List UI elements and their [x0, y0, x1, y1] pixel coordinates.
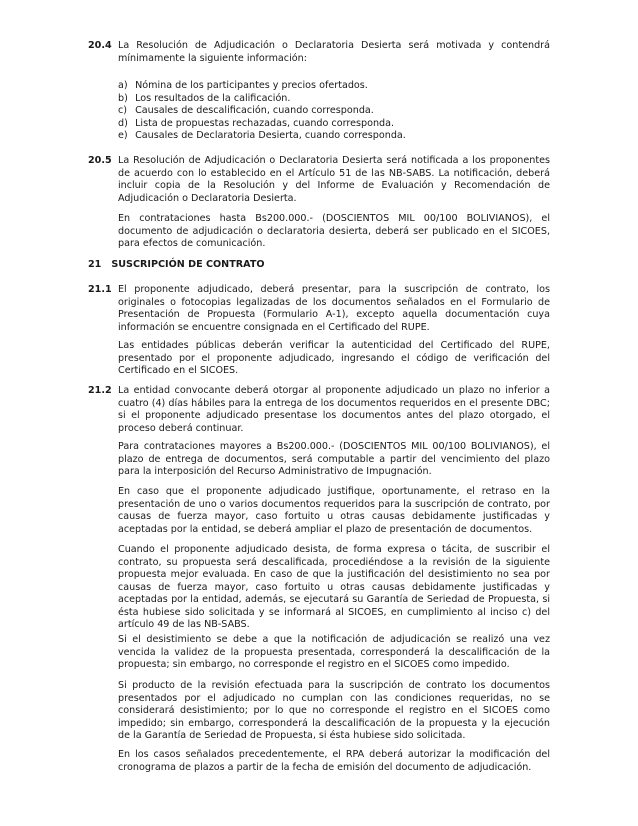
clause-21-1-text: [118, 284, 550, 334]
list-item: e) Causales de Declaratoria Desierta, cuando corresponda.: [118, 130, 406, 141]
section-number: 21: [88, 259, 102, 270]
clause-20-5-text-2: [118, 213, 550, 251]
clause-21-2-paragraph-4: Cuando el proponente adjudicado desista, de forma expresa o tácita, de suscribir el contrato, su propuesta será descalificada, procediéndose a la revisión de la siguiente propuesta mejor evaluada. En caso de que la justificación del desistimiento no sea por causas de fuerza mayor, caso fortuito u otras causas debidamente justificadas y aceptadas por la entidad, además, se ejecutará su Garantía de Seriedad de Propuesta, si ésta hubiese sido solicitada y se informará al SICOES, en cumplimiento al inciso c) del artículo 49 de las NB-SABS.: [118, 544, 550, 630]
clause-21-1-paragraph-2: Las entidades públicas deberán verificar la autenticidad del Certificado del RUPE, presentado por el proponente adjudicado, ingresando el código de verificación del Certificado en el SICOES.: [118, 340, 550, 376]
clause-20-4-text: [118, 40, 550, 65]
list-item: c) Causales de descalificación, cuando corresponda.: [118, 105, 374, 116]
list-item: b) Los resultados de la calificación.: [118, 92, 291, 104]
clause-number-21-2: 21.2: [88, 385, 112, 396]
clause-21-2-text-2: [118, 441, 550, 479]
clause-number-20-5: 20.5: [88, 155, 112, 166]
clause-20-5-text: [118, 155, 550, 205]
section-title: SUSCRIPCIÓN DE CONTRATO: [111, 259, 265, 270]
clause-21-2-text-1: [118, 385, 550, 435]
clause-21-2-text-4: [118, 544, 550, 632]
list-item: a) Nómina de los participantes y precios ofertados.: [118, 80, 368, 91]
clause-21-2-text-6: [118, 680, 550, 743]
clause-21-2-paragraph-6: Si producto de la revisión efectuada para la suscripción de contrato los documentos presentados por el adjudicado no cumplan con las condiciones requeridas, no se considerará desistimiento; por lo que no corresponde el registro en el SICOES como impedido; sin embargo, corresponderá la descalificación de la propuesta y la ejecución de la Garantía de Seriedad de Propuesta, si ésta hubiese sido solicitada.: [118, 680, 550, 741]
clause-21-2-paragraph-5: Si el desistimiento se debe a que la notificación de adjudicación se realizó una vez vencida la validez de la propuesta presentada, corresponderá la descalificación de la propuesta; sin embargo, no corresponde el registro en el SICOES como impedido.: [118, 634, 550, 670]
section-heading-21: [88, 259, 275, 272]
clause-20-5-paragraph-2: En contrataciones hasta Bs200.000.- (DOSCIENTOS MIL 00/100 BOLIVIANOS), el documento de adjudicación o declaratoria desierta, deberá ser publicado en el SICOES, para efectos de comunicación.: [118, 213, 550, 249]
clause-21-1-paragraph-1: El proponente adjudicado, deberá presentar, para la suscripción de contrato, los originales o fotocopias legalizadas de los documentos señalados en el Formulario de Presentación de Propuesta (Formulario A-1), excepto aquella documentación cuya información se encuentre consignada en el Certificado del RUPE.: [118, 284, 550, 333]
clause-20-5-paragraph-1: La Resolución de Adjudicación o Declaratoria Desierta será notificada a los proponentes de acuerdo con lo establecido en el Artículo 51 de las NB-SABS. La notificación, deberá incluir copia de la Resolución y del Informe de Evaluación y Recomendación de Adjudicación o Declaratoria Desierta.: [118, 155, 550, 204]
clause-21-2-paragraph-7: En los casos señalados precedentemente, el RPA deberá autorizar la modificación del cronograma de plazos a partir de la fecha de emisión del documento de adjudicación.: [118, 749, 550, 773]
clause-21-1-text-2: [118, 340, 550, 378]
clause-21-2-text-5: [118, 634, 550, 672]
clause-20-4-paragraph: La Resolución de Adjudicación o Declaratoria Desierta será motivada y contendrá mínimamente la siguiente información:: [118, 40, 550, 64]
clause-21-2-text-3: [118, 486, 550, 536]
clause-21-2-paragraph-3: En caso que el proponente adjudicado justifique, oportunamente, el retraso en la presentación de uno o varios documentos requeridos para la suscripción de contrato, por causas de fuerza mayor, caso fortuito u otras causas debidamente justificadas y aceptadas por la entidad, se deberá ampliar el plazo de presentación de documentos.: [118, 486, 550, 535]
clause-number-20-4: 20.4: [88, 40, 112, 51]
clause-21-2-paragraph-2: Para contrataciones mayores a Bs200.000.- (DOSCIENTOS MIL 00/100 BOLIVIANOS), el plazo de entrega de documentos, será computable a partir del vencimiento del plazo para la interposición del Recurso Administrativo de Impugnación.: [118, 441, 550, 477]
clause-21-2-paragraph-1: La entidad convocante deberá otorgar al proponente adjudicado un plazo no inferior a cuatro (4) días hábiles para la entrega de los documentos requeridos en el presente DBC; si el proponente adjudicado presentase los documentos antes del plazo otorgado, el proceso deberá continuar.: [118, 385, 550, 434]
clause-number-21-1: 21.1: [88, 284, 112, 295]
clause-20-4-list: [118, 80, 550, 143]
list-item: d) Lista de propuestas rechazadas, cuando corresponda.: [118, 117, 395, 129]
clause-21-2-text-7: [118, 749, 550, 774]
